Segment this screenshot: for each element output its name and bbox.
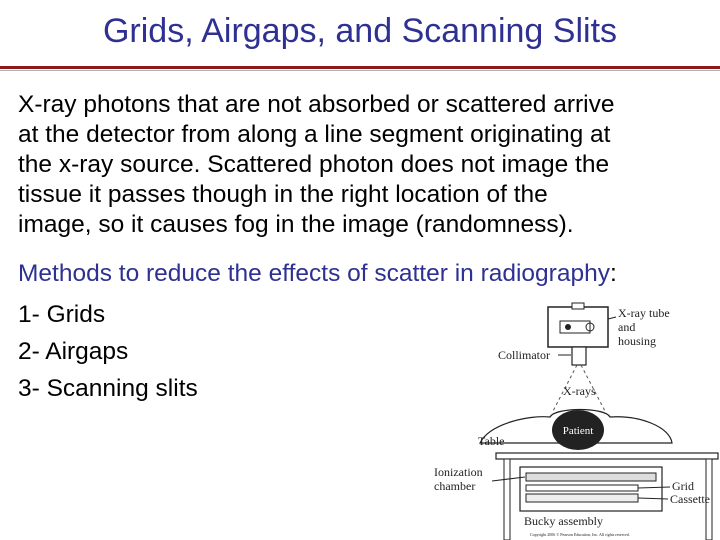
ionization-chamber [526, 473, 656, 481]
xray-tube-label-and: and [618, 320, 636, 334]
paragraph-line: X-ray photons that are not absorbed or scattered arrive [18, 91, 615, 118]
collimator [572, 347, 586, 365]
tube-cathode [565, 324, 571, 330]
methods-list [18, 296, 198, 407]
table-top [496, 453, 718, 459]
cassette-label: Cassette [670, 492, 710, 506]
collimator-label: Collimator [498, 348, 550, 362]
methods-item: 2- Airgaps [18, 338, 129, 365]
slide-title: Grids, Airgaps, and Scanning Slits [102, 12, 618, 50]
title-divider [0, 66, 720, 69]
paragraph-line: the x-ray source. Scattered photon does not image the [18, 151, 610, 178]
radiography-diagram [420, 295, 720, 540]
chamber-label: chamber [434, 479, 476, 493]
copyright-text: Copyright 2006 © Pearson Education, Inc. All rights reserved. [530, 532, 630, 537]
xrays-label: X-rays [563, 384, 596, 398]
cassette [526, 494, 638, 502]
xray-tube-label-housing: housing [618, 334, 657, 348]
intro-paragraph [18, 90, 708, 240]
grid [526, 485, 638, 491]
methods-item: 1- Grids [18, 301, 106, 328]
table-leg-left [504, 459, 510, 540]
xray-tube-label: X-ray tube [618, 306, 670, 320]
tube-top [572, 303, 584, 309]
patient-label: Patient [562, 425, 594, 437]
grid-label: Grid [672, 479, 694, 493]
methods-item: 3- Scanning slits [18, 375, 198, 402]
methods-heading-text: Methods to reduce the effects of scatter in radiography [18, 260, 610, 287]
title-divider-shadow [0, 70, 720, 71]
xray-tube-pointer [608, 317, 616, 319]
paragraph-line: image, so it causes fog in the image (randomness). [18, 211, 574, 238]
methods-heading [18, 260, 617, 288]
paragraph-line: at the detector from along a line segment originating at [18, 121, 611, 148]
ionization-label: Ionization [434, 465, 483, 479]
table-label: Table [478, 434, 505, 448]
bucky-label: Bucky assembly [524, 514, 603, 528]
methods-heading-colon: : [609, 260, 617, 287]
paragraph-line: tissue it passes though in the right location of the [18, 181, 548, 208]
